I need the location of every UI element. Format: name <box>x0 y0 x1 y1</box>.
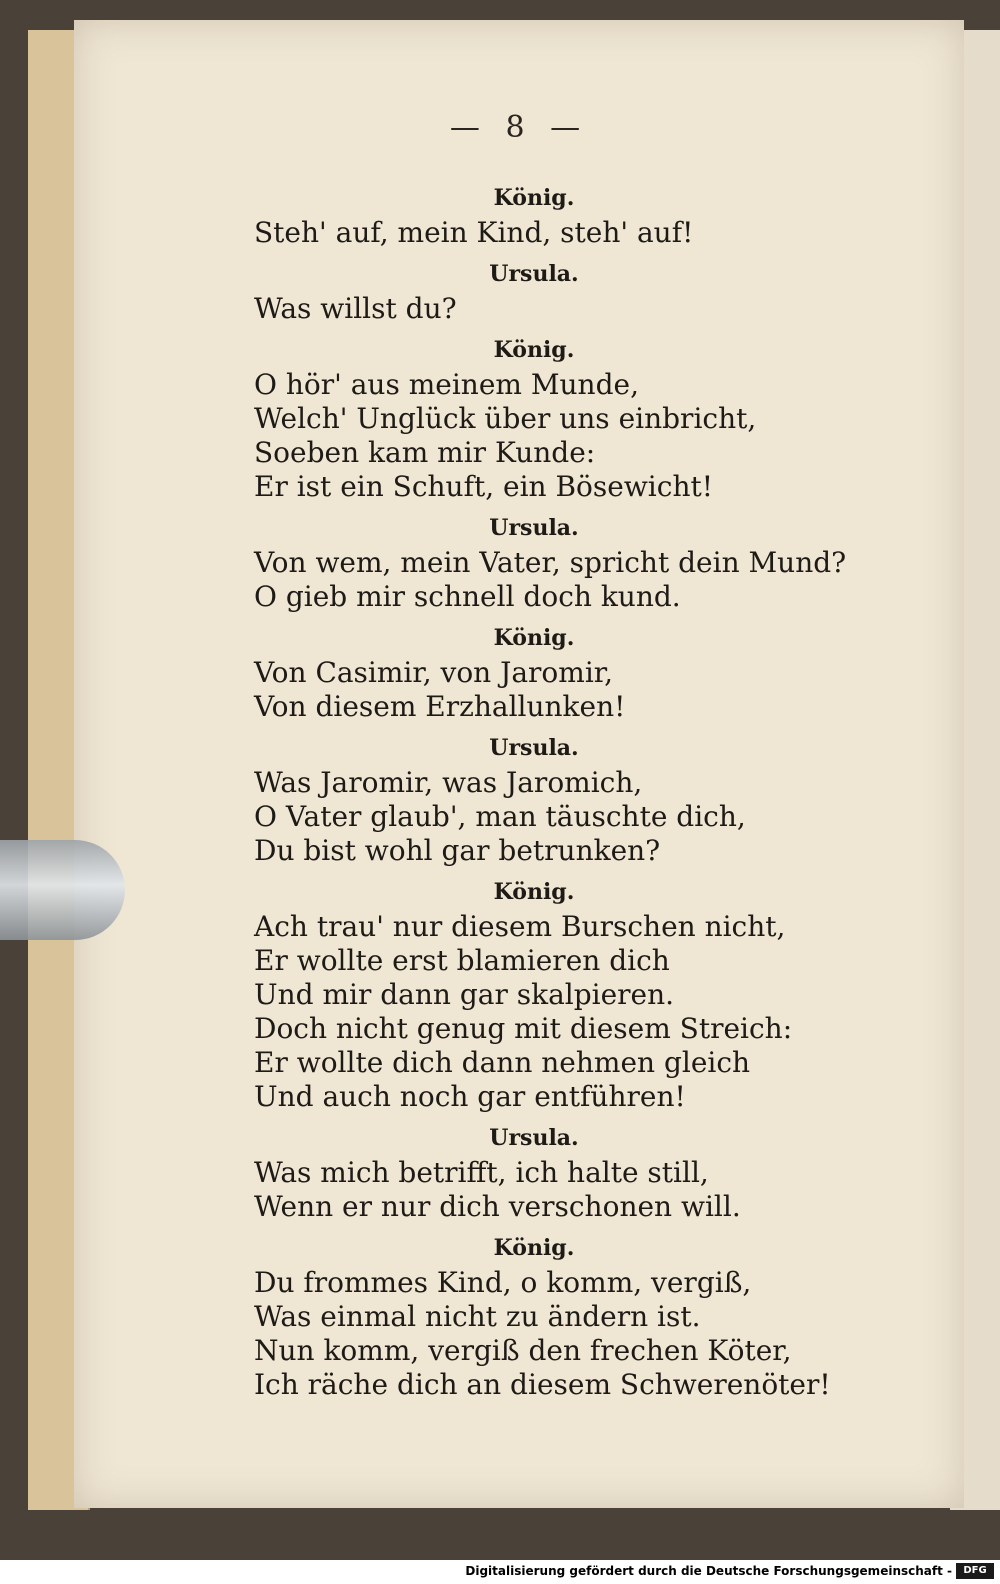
page-tab-marker <box>0 840 125 940</box>
dialogue-block <box>254 1124 814 1224</box>
verse-line: Doch nicht genug mit diesem Streich: <box>254 1012 793 1045</box>
verse-line: Und mir dann gar skalpieren. <box>254 978 675 1011</box>
dialogue-block <box>254 514 847 614</box>
footer-bar <box>0 1560 1000 1584</box>
dfg-logo: DFG <box>956 1563 994 1579</box>
speaker-name: Ursula. <box>489 1125 579 1151</box>
speaker-name: König. <box>493 625 575 651</box>
speaker-name: Ursula. <box>489 735 579 761</box>
verse-line: Er wollte erst blamieren dich <box>254 944 670 977</box>
verse-line: Du bist wohl gar betrunken? <box>254 834 661 867</box>
verse-line: Du frommes Kind, o komm, vergiß, <box>254 1266 752 1299</box>
dialogue-block <box>254 1234 831 1402</box>
verse-line: Ich räche dich an diesem Schwerenöter! <box>254 1368 831 1401</box>
verse-line: Was einmal nicht zu ändern ist. <box>254 1300 701 1333</box>
verse-line: Wenn er nur dich verschonen will. <box>254 1190 741 1223</box>
verse-line: Und auch noch gar entführen! <box>254 1080 686 1113</box>
verse-line: Ach trau' nur diesem Burschen nicht, <box>254 910 786 943</box>
book-page <box>74 20 964 1508</box>
verse-line: Was Jaromir, was Jaromich, <box>254 766 643 799</box>
verse-line: Soeben kam mir Kunde: <box>254 436 596 469</box>
verse-line: Steh' auf, mein Kind, steh' auf! <box>254 216 694 249</box>
dialogue-block <box>254 734 814 868</box>
speaker-name: König. <box>493 879 575 905</box>
speaker-name: König. <box>493 185 575 211</box>
dialogue-block <box>254 878 814 1114</box>
verse-line: Was willst du? <box>254 292 457 325</box>
verse-line: Welch' Unglück über uns einbricht, <box>254 402 757 435</box>
dialogue-block <box>254 260 814 326</box>
verse-line: Von Casimir, von Jaromir, <box>254 656 613 689</box>
dialogue-block <box>254 184 814 250</box>
speaker-name: Ursula. <box>489 261 579 287</box>
verse-line: Von wem, mein Vater, spricht dein Mund? <box>254 546 847 579</box>
footer-credit: Digitalisierung gefördert durch die Deutsche Forschungsgemeinschaft - <box>465 1564 952 1578</box>
verse-line: Was mich betrifft, ich halte still, <box>254 1156 709 1189</box>
verse-line: O gieb mir schnell doch kund. <box>254 580 681 613</box>
verse-line: O hör' aus meinem Munde, <box>254 368 639 401</box>
speaker-name: Ursula. <box>489 515 579 541</box>
dialogue-block <box>254 624 814 724</box>
poem-content <box>254 180 847 1412</box>
speaker-name: König. <box>493 1235 575 1261</box>
speaker-name: König. <box>493 337 575 363</box>
dialogue-block <box>254 336 814 504</box>
verse-line: Nun komm, vergiß den frechen Köter, <box>254 1334 792 1367</box>
page-number: — 8 — <box>449 110 589 145</box>
verse-line: Von diesem Erzhallunken! <box>254 690 626 723</box>
verse-line: O Vater glaub', man täuschte dich, <box>254 800 746 833</box>
verse-line: Er ist ein Schuft, ein Bösewicht! <box>254 470 713 503</box>
verse-line: Er wollte dich dann nehmen gleich <box>254 1046 751 1079</box>
